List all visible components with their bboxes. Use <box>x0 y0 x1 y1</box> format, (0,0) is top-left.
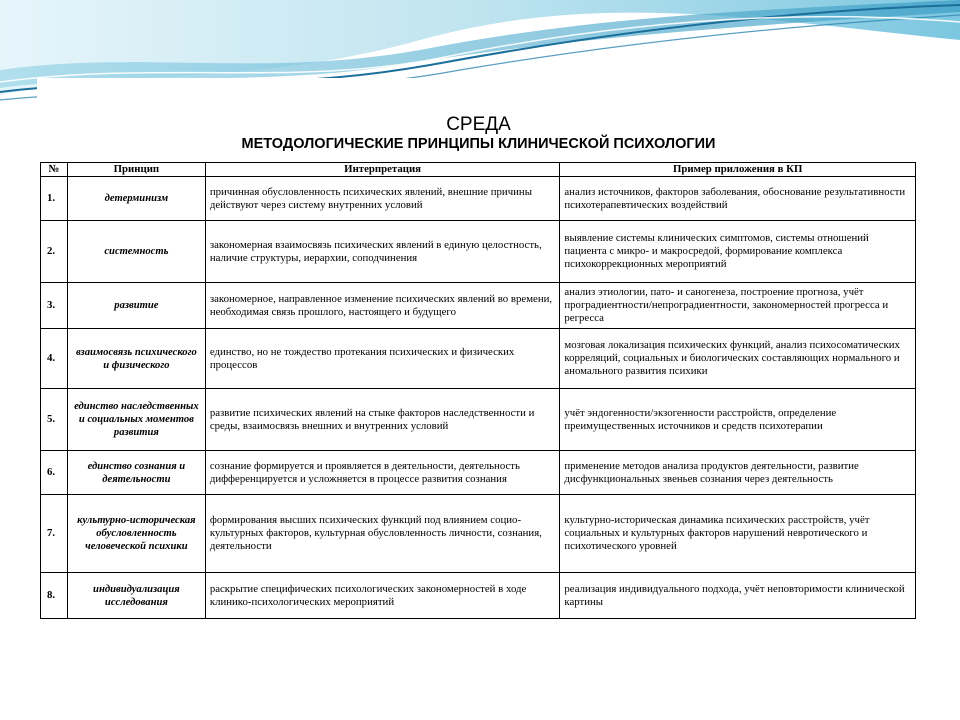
row-number: 2. <box>41 221 68 283</box>
row-example: мозговая локализация психических функций, анализ психосоматических корреляций, социальных и биологических составляющих нормального и аномального развития психики <box>560 329 916 389</box>
row-interpretation: единство, но не тождество протекания психических и физических процессов <box>205 329 560 389</box>
slide-panel <box>37 78 920 638</box>
row-interpretation: закономерное, направленное изменение психических явлений во времени, необходимая связь прошлого, настоящего и будущего <box>205 283 560 329</box>
table-row <box>41 329 916 389</box>
row-interpretation: причинная обусловленность психических явлений, внешние причины действуют через систему внутренних условий <box>205 177 560 221</box>
row-number: 3. <box>41 283 68 329</box>
table-row <box>41 177 916 221</box>
header-example: Пример приложения в КП <box>560 163 916 177</box>
row-principle: индивидуализация исследования <box>67 573 205 619</box>
table-row <box>41 451 916 495</box>
table-row <box>41 221 916 283</box>
row-example: анализ источников, факторов заболевания, обоснование результативности психотерапевтических воздействий <box>560 177 916 221</box>
row-principle: взаимосвязь психического и физического <box>67 329 205 389</box>
table-row <box>41 495 916 573</box>
row-number: 1. <box>41 177 68 221</box>
row-example: применение методов анализа продуктов деятельности, развитие дисфункциональных звеньев сознания через деятельность <box>560 451 916 495</box>
row-example: реализация индивидуального подхода, учёт неповторимости клинической картины <box>560 573 916 619</box>
slide-subtitle: МЕТОДОЛОГИЧЕСКИЕ ПРИНЦИПЫ КЛИНИЧЕСКОЙ ПСИХОЛОГИИ <box>241 136 716 152</box>
table-row <box>41 283 916 329</box>
row-interpretation: формирования высших психических функций под влиянием социо-культурных факторов, культурная обусловленность личности, сознания, деятельности <box>205 495 560 573</box>
row-principle: детерминизм <box>67 177 205 221</box>
row-example: учёт эндогенности/экзогенности расстройств, определение преимущественных источников и средств психотерапии <box>560 389 916 451</box>
row-example: выявление системы клинических симптомов, системы отношений пациента с микро- и макросредой, формирование комплекса психокоррекционных мероприятий <box>560 221 916 283</box>
slide-title: СРЕДА <box>446 114 511 135</box>
header-principle: Принцип <box>67 163 205 177</box>
row-number: 7. <box>41 495 68 573</box>
table-row <box>41 389 916 451</box>
row-number: 6. <box>41 451 68 495</box>
principles-table <box>40 162 916 619</box>
row-example: анализ этиологии, пато- и саногенеза, построение прогноза, учёт проградиентности/непроградиентности, закономерностей прогресса и регресса <box>560 283 916 329</box>
table-row <box>41 573 916 619</box>
header-number: № <box>41 163 68 177</box>
row-number: 4. <box>41 329 68 389</box>
header-interpretation: Интерпретация <box>205 163 560 177</box>
row-principle: системность <box>67 221 205 283</box>
row-principle: развитие <box>67 283 205 329</box>
row-interpretation: раскрытие специфических психологических закономерностей в ходе клинико-психологических мероприятий <box>205 573 560 619</box>
row-principle: единство сознания и деятельности <box>67 451 205 495</box>
row-example: культурно-историческая динамика психических расстройств, учёт социальных и культурных факторов нарушений невротического и психотического уровней <box>560 495 916 573</box>
row-interpretation: развитие психических явлений на стыке факторов наследственности и среды, взаимосвязь внешних и внутренних условий <box>205 389 560 451</box>
row-principle: единство наследственных и социальных моментов развития <box>67 389 205 451</box>
row-interpretation: закономерная взаимосвязь психических явлений в единую целостность, наличие структуры, иерархии, соподчинения <box>205 221 560 283</box>
row-principle: культурно-историческая обусловленность человеческой психики <box>67 495 205 573</box>
table-header-row <box>41 163 916 177</box>
row-interpretation: сознание формируется и проявляется в деятельности, деятельность дифференцируется и усложняется в процессе развития сознания <box>205 451 560 495</box>
row-number: 5. <box>41 389 68 451</box>
row-number: 8. <box>41 573 68 619</box>
